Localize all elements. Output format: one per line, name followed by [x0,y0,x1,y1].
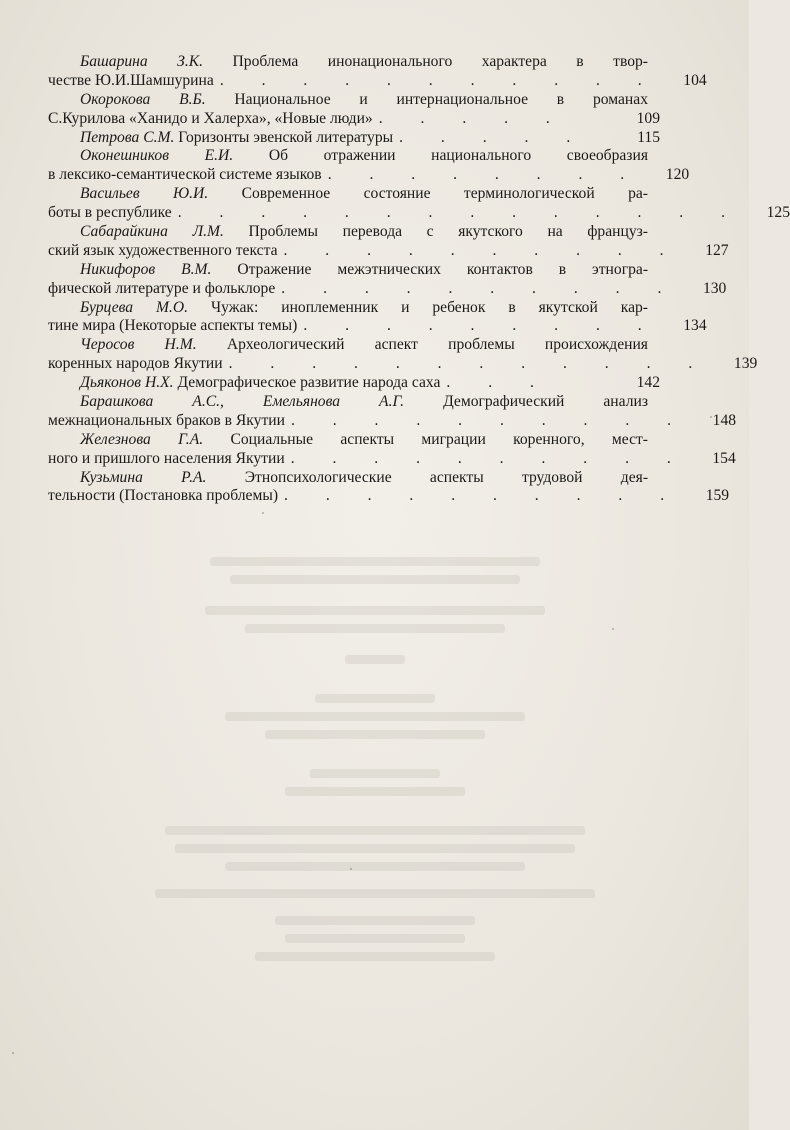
toc-title-continuation: честве Ю.И.Шамшурина [48,71,214,89]
show-through-line [285,934,465,943]
dust-speck [710,416,712,418]
show-through-line [205,606,545,615]
toc-author: Петрова С.М. [80,128,175,146]
toc-entry-line [48,223,660,242]
toc-entry-line [48,317,707,336]
toc-entry [48,129,660,148]
toc-entry-line [48,336,660,355]
show-through-line [175,844,575,853]
toc-entry-line [48,469,660,488]
toc-entry-line [48,91,660,110]
dot-leader: . . . . . . . . . . [290,449,688,467]
toc-title-continuation: ский язык художественного текста [48,241,278,259]
toc-entry [48,260,727,299]
toc-entry-heading [80,393,660,412]
dot-leader: . . . . . . . . . . . . [228,355,710,373]
dot-leader: . . . . . . . . . . [283,241,681,259]
toc-entry-line [48,71,707,91]
toc-entry-heading [80,261,660,280]
toc-entry-line [48,355,758,374]
dust-speck [612,628,614,630]
toc-entry-line [48,411,737,431]
toc-entry [48,298,707,337]
toc-entry-line [48,279,727,299]
toc-author: Окорокова В.Б. [80,90,206,108]
dust-speck [350,868,352,870]
toc-page-number: 130 [702,279,727,297]
toc-title-continuation: в лексико-семантической системе языков [48,166,322,184]
toc-title: Об отражении национального своеобразия [268,147,648,165]
toc-author: Башарина З.К. [80,53,204,70]
toc-entry-heading [80,91,660,110]
toc-title: Отражение межэтнических контактов в этногра- [237,260,649,278]
toc-author: Оконешников Е.И. [80,147,234,165]
toc-entry-line [48,166,690,185]
dot-leader: . . . [446,374,551,392]
toc-title: Этнопсихологические аспекты трудовой дея- [244,468,649,486]
show-through-line [255,952,495,961]
show-through-line [285,787,465,796]
toc-entry-line [48,129,660,148]
toc-entry-heading [80,431,660,450]
toc-entry-heading [80,469,660,488]
toc-author: Железнова Г.А. [80,430,204,448]
toc-page-number: 139 [733,355,758,373]
toc-entry-heading [80,336,660,355]
toc-title-continuation: межнациональных браков в Якутии [48,411,285,429]
show-through-line [310,769,440,778]
toc-entry-line [48,241,729,261]
dot-leader: . . . . . . . . . . . . . . [177,204,742,222]
show-through-line [275,916,475,925]
toc-entry-line [48,185,660,204]
toc-entry-heading [80,185,660,204]
toc-title: Национальное и интернациональное в романах [234,90,648,108]
toc-title-continuation: боты в республике [48,204,172,222]
toc-author: Бурцева М.О. [80,298,189,316]
toc-entry-line [48,449,736,469]
toc-entry-line [48,393,660,412]
toc-entry [48,336,758,374]
toc-page-number: 120 [665,166,690,184]
toc-entry-line [48,261,660,280]
toc-entry [48,468,730,507]
toc-title: Горизонты эвенской литературы [178,128,394,146]
dot-leader: . . . . . [378,109,567,127]
toc-page-number: 125 [766,204,790,222]
toc-entry [48,53,707,91]
toc-title: Проблемы перевода с якутского на француз- [248,223,648,241]
toc-title: Современное состояние терминологической ра- [241,185,648,203]
toc-page-number: 109 [636,109,660,127]
toc-author: Сабарайкина Л.М. [80,223,224,241]
dot-leader: . . . . . . . . . . [284,487,682,505]
show-through-line [225,862,525,871]
toc-author: Никифоров В.М. [80,260,212,278]
toc-entry [48,223,729,261]
toc-page-number: 154 [712,449,736,467]
show-through-line [230,575,520,584]
show-through-line [155,889,595,898]
toc-entry-line [48,431,660,450]
toc-entry-line [48,374,660,393]
toc-title: Социальные аспекты миграции коренного, мест- [230,430,649,448]
toc-page-number: 127 [705,241,729,259]
toc-page-number: 148 [712,411,737,429]
toc-page-number: 104 [683,71,707,89]
toc-author: Черосов Н.М. [80,336,197,354]
toc-title-continuation: коренных народов Якутии [48,355,223,373]
toc-author: Дьяконов Н.Х. [80,374,174,392]
toc-entry-heading [80,129,393,148]
show-through-line [265,730,485,739]
toc-entry [48,374,660,393]
toc-entry-heading [80,147,660,166]
dot-leader: . . . . . . . . . . [290,411,689,429]
toc-entry-line [48,53,660,72]
toc-entry-line [48,299,660,318]
toc-title-continuation: тине мира (Некоторые аспекты темы) [48,317,298,335]
toc-entry-heading [80,299,660,318]
toc-title: Чужак: иноплеменник и ребенок в якутской кар- [210,298,648,316]
toc-title-continuation: фической литературе и фольклоре [48,279,276,297]
dot-leader: . . . . . . . . . . . [219,71,659,89]
toc-entry-line [48,147,660,166]
toc-title: Археологический аспект проблемы происхождения [226,336,648,354]
show-through-line [315,694,435,703]
toc-title: Демографический анализ [443,393,648,411]
toc-entry-heading [80,374,440,393]
dot-leader: . . . . . [399,128,588,146]
toc-page-number: 134 [683,317,707,335]
toc-entry-heading [80,53,660,72]
toc-title-continuation: ного и пришлого населения Якутии [48,449,285,467]
toc-page-number: 115 [637,128,660,146]
toc-entry-line [48,110,660,129]
toc-author: Кузьмина Р.А. [80,468,207,486]
toc-entry-line [48,204,790,223]
show-through-texture [140,548,610,970]
toc-title-continuation: тельности (Постановка проблемы) [48,487,279,505]
toc-title-continuation: С.Курилова «Ханидо и Халерха», «Новые люди» [48,109,373,127]
show-through-line [165,826,585,835]
toc-entry [48,91,660,129]
dust-speck [262,512,264,514]
dust-speck [12,1052,14,1054]
toc-author: Барашкова А.С., Емельянова А.Г. [80,393,405,411]
show-through-line [345,655,405,664]
dot-leader: . . . . . . . . . [303,317,659,335]
toc-entry-line [48,487,730,506]
show-through-line [225,712,525,721]
toc-page-number: 142 [636,374,660,392]
toc-title: Демографическое развитие народа саха [177,374,441,392]
show-through-line [245,624,505,633]
toc-title: Проблема инонационального характера в твор- [232,53,648,70]
show-through-line [210,557,540,566]
dot-leader: . . . . . . . . . . [281,279,679,297]
toc-entry [48,393,737,431]
toc-entry-heading [80,223,660,242]
toc-page-number: 159 [705,487,730,505]
dot-leader: . . . . . . . . [327,166,642,184]
toc-entry [48,430,736,469]
table-of-contents [48,53,790,506]
toc-entry [48,185,790,223]
toc-author: Васильев Ю.И. [80,185,209,203]
toc-entry [48,147,690,185]
